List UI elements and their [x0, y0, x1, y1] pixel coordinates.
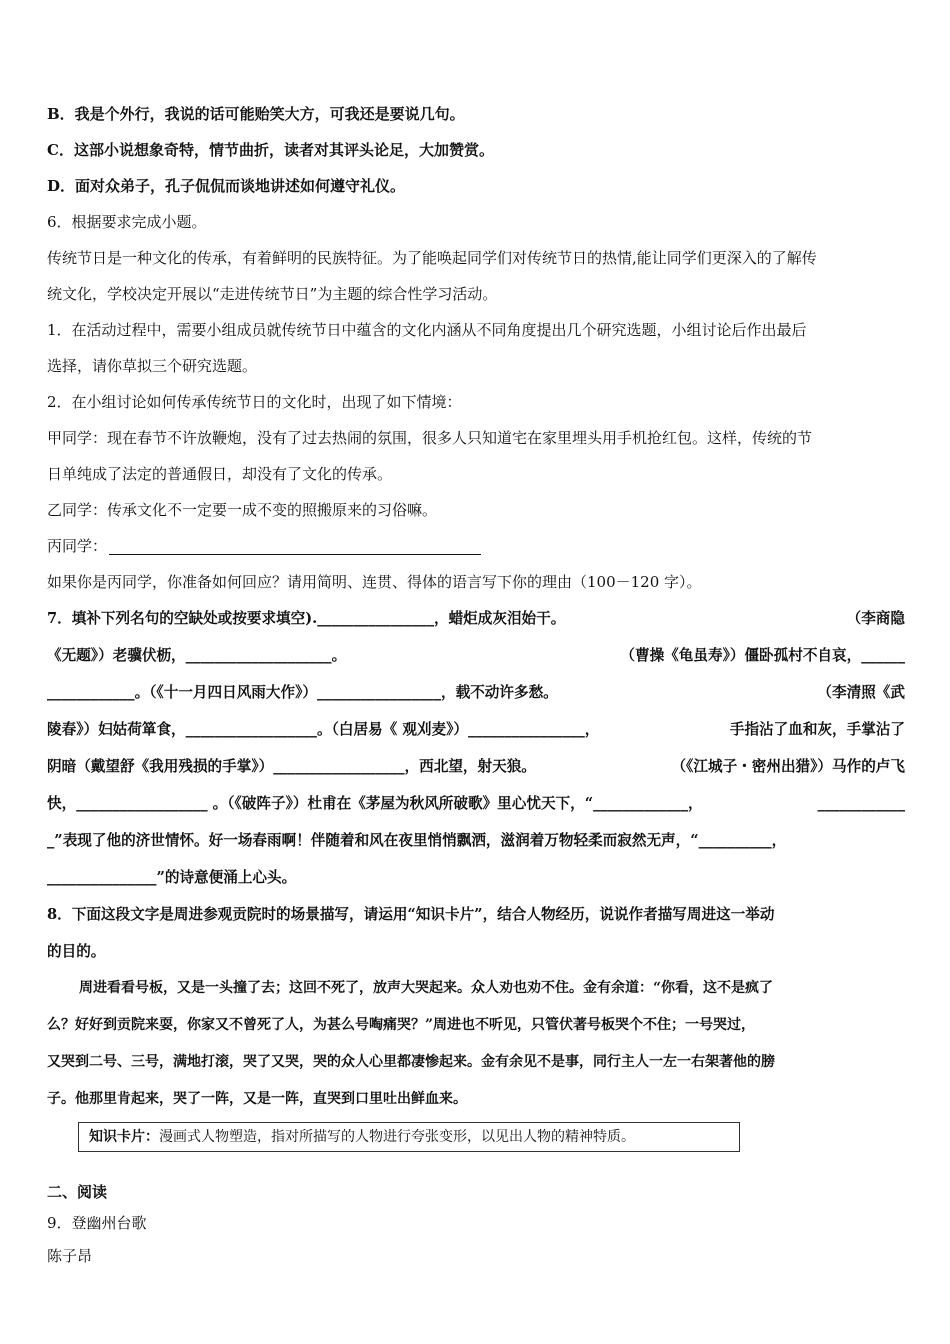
q7-line-3 [47, 674, 905, 711]
q6-bing-label: 丙同学： [47, 537, 108, 555]
q6-jia-1: 甲同学：现在春节不许放鞭炮，没有了过去热闹的氛围，很多人只知道宅在家里埋头用手机抢红包。这样，传统的节 [47, 429, 813, 447]
q7-line-1-source: （李商隐 [846, 610, 905, 627]
q8-passage-text-4: 子。他那里肯起来，哭了一阵，又是一阵，直哭到口里吐出鲜血来。 [47, 1091, 467, 1107]
q7-line-6-tail: ____________ [817, 795, 905, 812]
q7-line-8 [47, 859, 905, 896]
q6-bing [47, 528, 905, 564]
q6-intro-2: 统文化，学校决定开展以“走进传统节日”为主题的综合性学习活动。 [47, 285, 498, 303]
q8-passage-text-2: 么？好好到贡院来耍，你家又不曾死了人，为甚么号啕痛哭？”周进也不听见，只管伏著号板哭个不住；一号哭过， [47, 1017, 756, 1033]
knowledge-card [78, 1122, 740, 1152]
q6-ask: 如果你是丙同学，你准备如何回应？请用简明、连贯、得体的语言写下你的理由（100－120 字）。 [47, 573, 702, 591]
q7-line-8-text: _______________”的诗意便涌上心头。 [47, 869, 297, 886]
section-2-heading: 二、阅读 [47, 1183, 108, 1201]
q8-stem-1 [47, 896, 905, 933]
q7-line-7-text: _”表现了他的济世情怀。好一场春雨啊！伴随着和风在夜里悄悄飘洒，滋润着万物轻柔而寂然无声，“__________， [47, 832, 787, 849]
q7-line-6-text: 快，__________________ 。（《破阵子》）杜甫在《茅屋为秋风所破歌》里心忧天下，“_____________， [47, 795, 703, 812]
q8-stem-2 [47, 933, 905, 970]
q7-line-4-text: 陵春》）妇姑荷箪食，__________________。（白居易《 观刈麦》）________________， [47, 721, 600, 738]
q7-line-4 [47, 711, 905, 748]
q7-line-1-text: 7．填补下列名句的空缺处或按要求填空).________________，蜡炬成灰泪始干。 [47, 610, 566, 627]
q6-sub1-1: 1．在活动过程中，需要小组成员就传统节日中蕴含的文化内涵从不同角度提出几个研究选题，小组讨论后作出最后 [47, 321, 807, 339]
option-b: B．我是个外行，我说的话可能贻笑大方，可我还是要说几句。 [47, 105, 465, 123]
q7-line-7 [47, 822, 905, 859]
q7-line-1 [47, 600, 905, 637]
q7-line-2-text: 《无题》）老骥伏枥，____________________。 [47, 647, 347, 664]
q8-passage-line-4 [47, 1081, 905, 1118]
q6-sub1-2: 选择，请你草拟三个研究选题。 [47, 357, 258, 375]
q6-sub2: 2．在小组讨论如何传承传统节日的文化时，出现了如下情境： [47, 393, 462, 411]
q7-line-2-source: （曹操《龟虽寿》）僵卧孤村不自哀，______ [620, 647, 905, 664]
q8-passage-text-1: 周进看看号板，又是一头撞了去；这回不死了，放声大哭起来。众人劝也劝不住。金有余道：“你看，这不是疯了 [79, 980, 774, 996]
q7-line-3-text: ____________。（《十一月四日风雨大作》）_________________，载不动许多愁。 [47, 684, 558, 701]
q6-yi: 乙同学：传承文化不一定要一成不变的照搬原来的习俗嘛。 [47, 501, 438, 519]
q6-jia-2: 日单纯成了法定的普通假日，却没有了文化的传承。 [47, 465, 393, 483]
knowledge-card-label: 知识卡片： [89, 1129, 159, 1145]
q7-line-5 [47, 748, 905, 785]
option-d: D．面对众弟子，孔子侃侃而谈地讲述如何遵守礼仪。 [47, 177, 406, 195]
q7-line-5-text: 阴暗（戴望舒《我用残损的手掌》）__________________，西北望，射天狼。 [47, 758, 536, 775]
q9-author: 陈子昂 [47, 1247, 93, 1265]
q6-stem: 6．根据要求完成小题。 [47, 213, 207, 231]
knowledge-card-text: 漫画式人物塑造，指对所描写的人物进行夸张变形，以见出人物的精神特质。 [159, 1129, 635, 1145]
q7-line-6 [47, 785, 905, 822]
q8-passage-line-1 [47, 970, 905, 1007]
q8-passage-line-2 [47, 1007, 905, 1044]
q7-line-4-tail: 手指沾了血和灰，手掌沾了 [729, 721, 905, 738]
q7-line-3-source: （李清照《武 [817, 684, 905, 701]
q8-passage-line-3 [47, 1044, 905, 1081]
q7-line-2 [47, 637, 905, 674]
document-page [47, 96, 905, 1276]
q8-passage-text-3: 又哭到二号、三号，满地打滚，哭了又哭，哭的众人心里都凄惨起来。金有余见不是事，同行主人一左一右架著他的膀 [47, 1054, 775, 1070]
q6-bing-answer-blank[interactable] [109, 540, 481, 555]
q9-title: 9．登幽州台歌 [47, 1214, 147, 1232]
q8-stem-1-text: 8．下面这段文字是周进参观贡院时的场景描写，请运用“知识卡片”，结合人物经历，说说作者描写周进这一举动 [47, 906, 775, 923]
q6-intro-1: 传统节日是一种文化的传承，有着鲜明的民族特征。为了能唤起同学们对传统节日的热情,能让同学们更深入的了解传 [47, 249, 817, 267]
option-c: C．这部小说想象奇特，情节曲折，读者对其评头论足，大加赞赏。 [47, 141, 494, 159]
q8-stem-2-text: 的目的。 [47, 943, 106, 960]
q7-line-5-source: （《江城子・密州出猎》）马作的卢飞 [671, 758, 905, 775]
